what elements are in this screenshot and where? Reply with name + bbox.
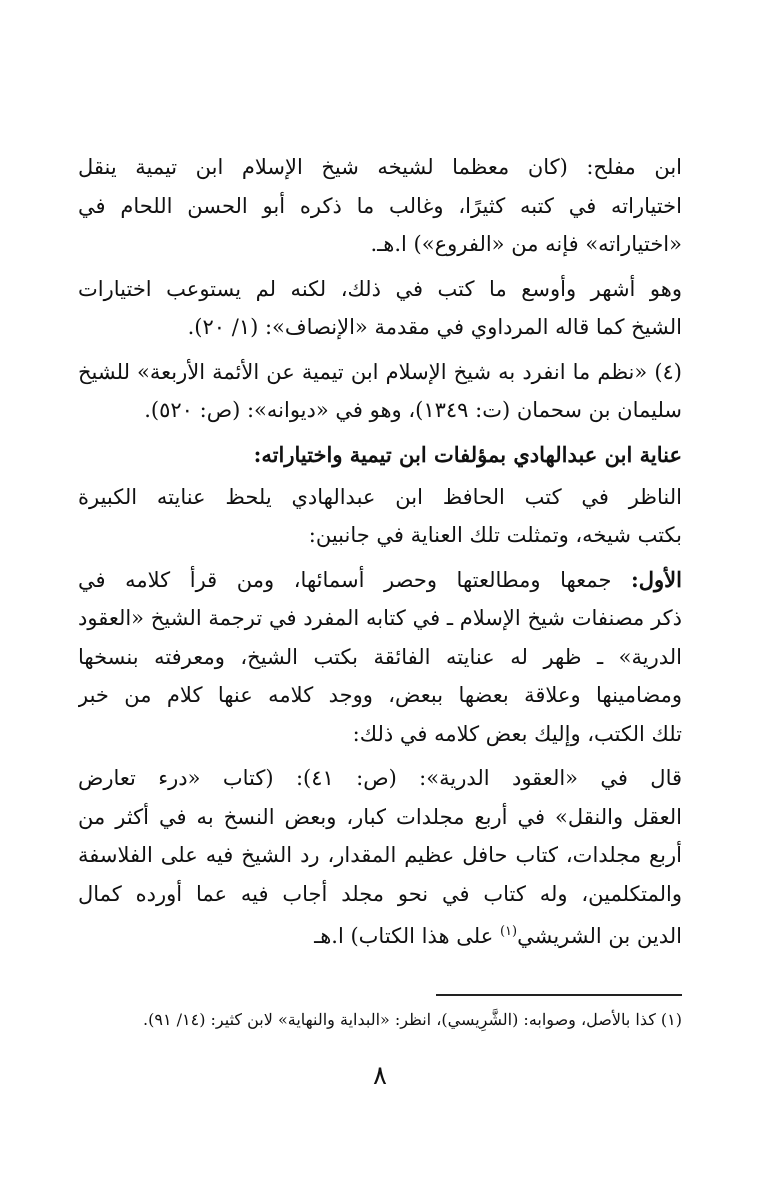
text-line: والمتكلمين، وله كتاب في نحو مجلد أجاب فيه عما أورده كمال	[78, 881, 682, 906]
text-line: ومضامينها وعلاقة بعضها ببعض، ووجد كلامه عنها كلام من خبر	[78, 683, 682, 707]
text-line: تلك الكتب، وإليك بعض كلامه في ذلك:	[352, 721, 682, 746]
paragraph-most-famous	[78, 270, 682, 347]
paragraph-intro	[78, 478, 682, 555]
text-line: سليمان بن سحمان (ت: ١٣٤٩)، وهو في «ديوانه»: (ص: ٥٢٠).	[144, 398, 682, 422]
page-body	[78, 148, 682, 962]
text-line	[78, 913, 682, 956]
text-line: العقل والنقل» في أربع مجلدات كبار، وبعض النسخ به في أكثر من	[78, 804, 682, 829]
footnote-reference[interactable]: (١)	[499, 924, 518, 939]
text-line: قال في «العقود الدرية»: (ص: ٤١): (كتاب «درء تعارض	[78, 766, 682, 790]
text-line: الدرية» ـ ظهر له عنايته الفائقة بكتب الشيخ، ومعرفته بنسخها	[78, 644, 682, 669]
text-line: وهو أشهر وأوسع ما كتب في ذلك، لكنه لم يستوعب اختيارات	[78, 276, 682, 301]
page-number: ٨	[373, 1061, 387, 1091]
paragraph-ibn-muflih	[78, 148, 682, 264]
text-line: اختياراته في كتبه كثيرًا، وغالب ما ذكره أبو الحسن اللحام في	[78, 193, 682, 218]
quote-last-after: على هذا الكتاب) ا.هـ	[314, 924, 500, 948]
text-line: ذكر مصنفات شيخ الإسلام ـ في كتابه المفرد في ترجمة الشيخ «العقود	[78, 606, 682, 630]
footnote: (١) كذا بالأصل، وصوابه: (الشَّرِيسي)، انظر: «البداية والنهاية» لابن كثير: (١٤/ ٩١).	[143, 1010, 682, 1029]
footnote-divider	[436, 994, 682, 996]
text-line: أربع مجلدات، كتاب حافل عظيم المقدار، رد الشيخ فيه على الفلاسفة	[78, 843, 682, 867]
paragraph-first-aspect	[78, 561, 682, 754]
quote-last-before: الدين بن الشريشي	[517, 924, 682, 948]
text-line: بكتب شيخه، وتمثلت تلك العناية في جانبين:	[308, 523, 682, 547]
text-line: الشيخ كما قاله المرداوي في مقدمة «الإنصاف»: (١/ ٢٠).	[187, 315, 682, 339]
first-label: الأول:	[631, 566, 682, 592]
section-heading: عناية ابن عبدالهادي بمؤلفات ابن تيمية واختياراته:	[253, 441, 682, 467]
text-line: الناظر في كتب الحافظ ابن عبدالهادي يلحظ عنايته الكبيرة	[78, 484, 682, 509]
paragraph-quote	[78, 759, 682, 956]
paragraph-item-four	[78, 353, 682, 430]
text-line: (٤) «نظم ما انفرد به شيخ الإسلام ابن تيمية عن الأئمة الأربعة» للشيخ	[78, 359, 682, 384]
text-line	[78, 561, 682, 600]
text-line: «اختياراته» فإنه من «الفروع») ا.هـ.	[370, 232, 682, 256]
text-line: ابن مفلح: (كان معظما لشيخه شيخ الإسلام ابن تيمية ينقل	[78, 155, 682, 179]
first-line-text: جمعها ومطالعتها وحصر أسمائها، ومن قرأ كلامه في	[78, 567, 632, 592]
